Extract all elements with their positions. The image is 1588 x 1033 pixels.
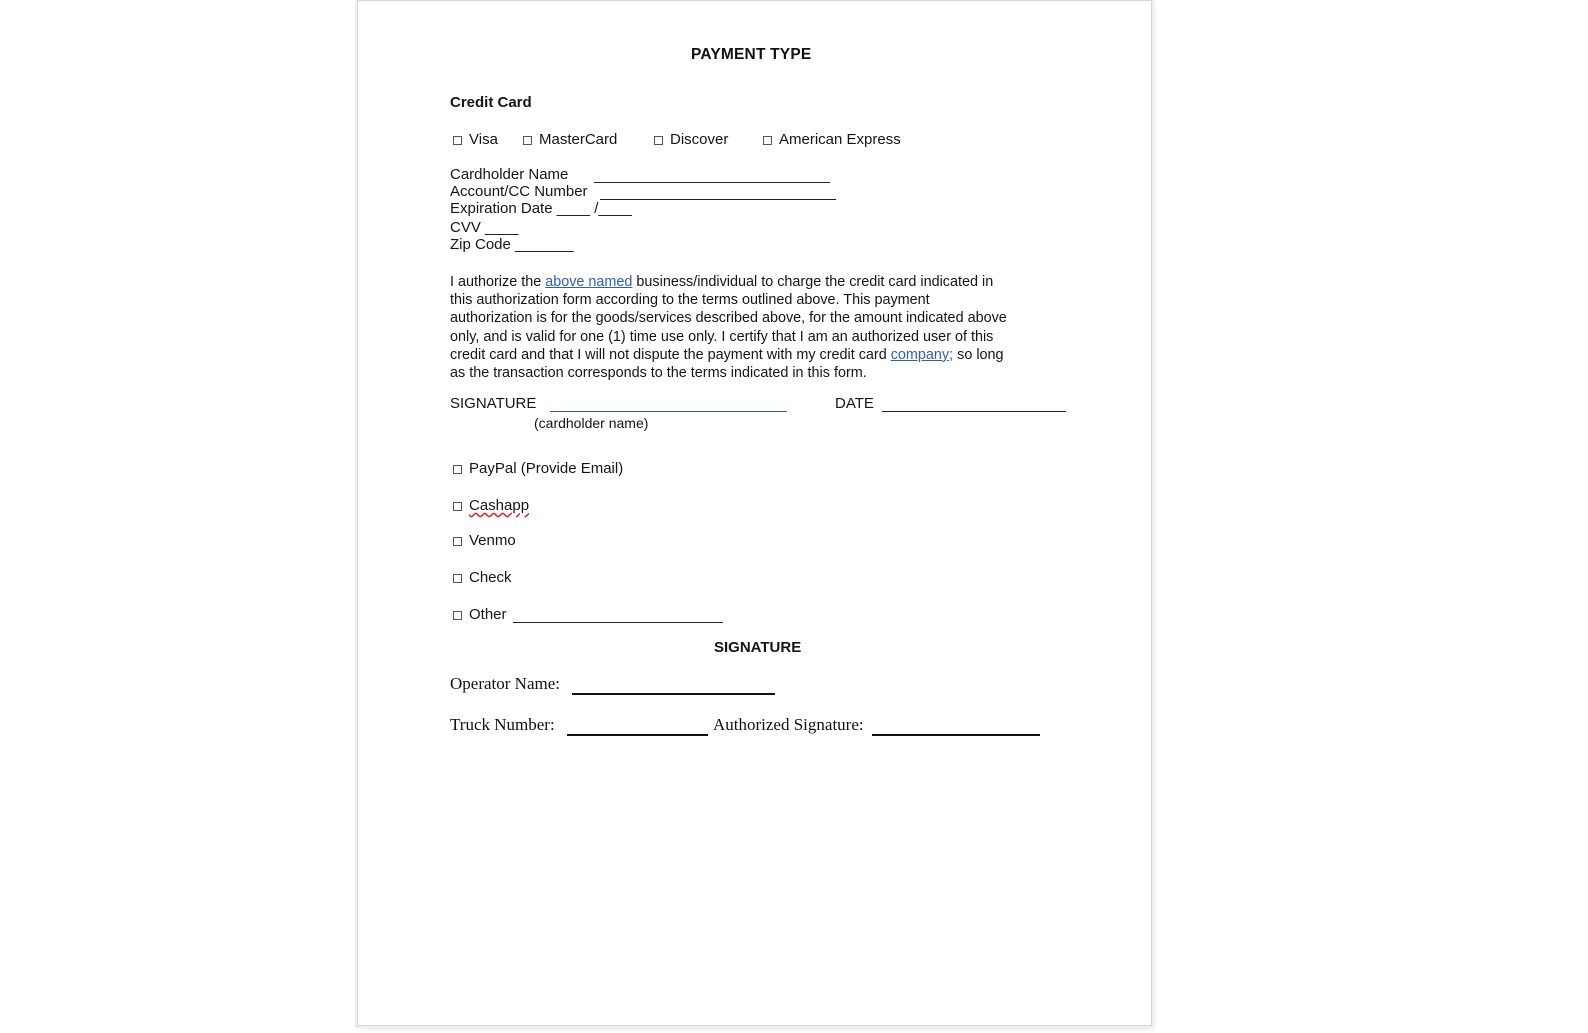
truck-number-label: Truck Number: <box>450 715 555 734</box>
signature-label: SIGNATURE <box>450 395 537 412</box>
company-link[interactable]: company; <box>890 346 954 363</box>
venmo-label: Venmo <box>469 532 516 549</box>
american-express-label: American Express <box>779 131 901 148</box>
account-number-field[interactable] <box>600 199 836 200</box>
authorized-signature-field[interactable] <box>872 734 1040 736</box>
mastercard-label: MasterCard <box>539 131 618 148</box>
visa-checkbox[interactable] <box>453 136 462 145</box>
paypal-label: PayPal (Provide Email) <box>469 460 624 477</box>
check-label: Check <box>469 569 512 586</box>
visa-label: Visa <box>469 131 498 148</box>
document-title: PAYMENT TYPE <box>691 46 812 63</box>
account-number-label: Account/CC Number <box>450 183 588 200</box>
zip-code-field[interactable]: _______ <box>515 236 574 253</box>
cashapp-label: Cashapp <box>469 497 530 514</box>
discover-checkbox[interactable] <box>654 136 663 145</box>
expiration-date-field[interactable]: ____ /____ <box>556 200 632 217</box>
cashapp-checkbox[interactable] <box>453 502 462 511</box>
cardholder-name-label: Cardholder Name <box>450 166 569 183</box>
date-field[interactable] <box>882 411 1066 412</box>
venmo-checkbox[interactable] <box>453 537 462 546</box>
other-checkbox[interactable] <box>453 611 462 620</box>
operator-name-label: Operator Name: <box>450 674 560 693</box>
document-page <box>357 0 1152 1026</box>
operator-name-field[interactable] <box>572 693 775 695</box>
truck-number-field[interactable] <box>567 734 708 736</box>
american-express-checkbox[interactable] <box>763 136 772 145</box>
signature-section-heading: SIGNATURE <box>714 639 802 656</box>
above-named-link[interactable]: above named <box>545 274 633 290</box>
mastercard-checkbox[interactable] <box>523 136 532 145</box>
signature-caption: (cardholder name) <box>534 415 649 431</box>
check-checkbox[interactable] <box>453 574 462 583</box>
date-label: DATE <box>835 395 874 412</box>
authorized-signature-label: Authorized Signature: <box>713 715 864 734</box>
cardholder-name-field[interactable] <box>594 182 830 183</box>
other-label: Other <box>469 606 507 623</box>
zip-code-label: Zip Code _______ <box>450 236 574 253</box>
expiration-date-label: Expiration Date ____ /____ <box>450 200 632 217</box>
cvv-field[interactable]: ____ <box>485 219 519 236</box>
credit-card-heading: Credit Card <box>450 94 532 111</box>
discover-label: Discover <box>670 131 729 148</box>
cardholder-signature-field[interactable] <box>550 411 787 412</box>
paypal-checkbox[interactable] <box>453 465 462 474</box>
authorization-paragraph: I authorize the above named business/individual to charge the credit card indicated in this authorization form according to the terms outlined above. This payment authorization is for the goods/services described above, for the amount indicated above only, and is valid for one (1) time use only. I certify that I am an authorized user of this credit card and that I will not dispute the payment with my credit card company; so long as the transaction corresponds to the terms indicated in this form. <box>450 274 1007 382</box>
other-field[interactable] <box>513 622 723 623</box>
cvv-label: CVV ____ <box>450 219 519 236</box>
